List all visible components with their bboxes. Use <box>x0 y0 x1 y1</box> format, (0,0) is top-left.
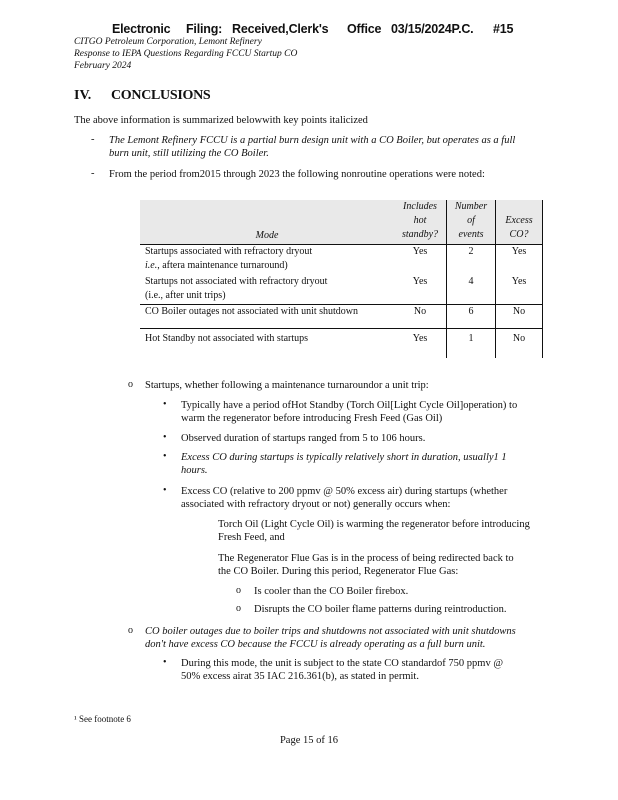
stamp-office: Office <box>347 22 382 36</box>
condition-1-line-2: Fresh Feed, and <box>218 532 285 543</box>
circle-bullet-icon: o <box>128 625 133 636</box>
header-date: February 2024 <box>74 61 132 71</box>
table-cell: 4 <box>468 276 474 287</box>
table-header-number: Number of events <box>454 201 488 240</box>
table-rule <box>140 328 542 329</box>
dash-item-1-line-1: The Lemont Refinery FCCU is a partial burn design unit with a CO Boiler, but operates as a full <box>109 135 516 146</box>
startup-point-4-line-2: associated with refractory dryout or not) generally occurs when: <box>181 499 451 510</box>
dot-bullet-icon: • <box>163 451 167 462</box>
circle-bullet-icon: o <box>128 379 133 390</box>
table-cell: No <box>512 306 526 317</box>
startup-point-4-line-1: Excess CO (relative to 200 ppmv @ 50% excess air) during startups (whether <box>181 486 508 497</box>
stamp-date: 03/15/2024P.C. <box>391 22 474 36</box>
flue-gas-point-2: Disrupts the CO boiler flame patterns during reintroduction. <box>254 604 507 615</box>
table-row: Startups not associated with refractory dryout (i.e., after unit trips) <box>145 276 328 301</box>
table-cell: Yes <box>412 333 428 344</box>
footnote: ¹ See footnote 6 <box>74 714 131 724</box>
section-number: IV. <box>74 88 92 103</box>
condition-2-line-1: The Regenerator Flue Gas is in the process of being redirected back to <box>218 553 514 564</box>
dash-item-1-line-2: burn unit, still utilizing the CO Boiler. <box>109 148 269 159</box>
startup-point-1-line-1: Typically have a period ofHot Standby (Torch Oil[Light Cycle Oil]operation) to <box>181 400 518 411</box>
table-cell: 2 <box>468 246 474 257</box>
startup-point-1-line-2: warm the regenerator before introducing Fresh Feed (Gas Oil) <box>181 413 443 424</box>
dot-bullet-icon: • <box>163 485 167 496</box>
condition-1-line-1: Torch Oil (Light Cycle Oil) is warming the regenerator before introducing <box>218 519 530 530</box>
table-rule <box>542 200 543 358</box>
dash-marker: - <box>91 134 95 145</box>
bullet-outages-line-1: CO boiler outages due to boiler trips and shutdowns not associated with unit shutdowns <box>145 626 516 637</box>
flue-gas-point-1: Is cooler than the CO Boiler firebox. <box>254 586 409 597</box>
circle-bullet-icon: o <box>236 585 241 596</box>
stamp-filing: Filing: <box>186 22 223 36</box>
bullet-outages-line-2: don't have excess CO because the FCCU is already operating as a full burn unit. <box>145 639 486 650</box>
dot-bullet-icon: • <box>163 657 167 668</box>
dot-bullet-icon: • <box>163 432 167 443</box>
section-title: CONCLUSIONS <box>111 88 211 103</box>
stamp-number: #15 <box>493 22 514 36</box>
dash-item-2-line-1: From the period from2015 through 2023 the following nonroutine operations were noted: <box>109 169 485 180</box>
intro-text: The above information is summarized belowwith key points italicized <box>74 115 368 126</box>
outage-point-line-2: 50% excess airat 35 IAC 216.361(b), as stated in permit. <box>181 671 419 682</box>
stamp-received: Received,Clerk's <box>232 22 329 36</box>
startup-point-3-line-1: Excess CO during startups is typically relatively short in duration, usually1 1 <box>181 452 507 463</box>
table-header-includes: Includes hot standby? <box>401 201 439 240</box>
table-cell: Yes <box>412 246 428 257</box>
circle-bullet-icon: o <box>236 603 241 614</box>
startup-point-2: Observed duration of startups ranged from 5 to 106 hours. <box>181 433 426 444</box>
header-company: CITGO Petroleum Corporation, Lemont Refinery <box>74 37 262 47</box>
table-cell: No <box>512 333 526 344</box>
table-row: Startups associated with refractory dryout i.e., aftera maintenance turnaround) <box>145 246 313 271</box>
dash-marker: - <box>91 168 95 179</box>
page-number: Page 15 of 16 <box>279 735 339 746</box>
table-cell: Yes <box>511 246 527 257</box>
startup-point-3-line-2: hours. <box>181 465 208 476</box>
table-row: Hot Standby not associated with startups <box>145 333 309 344</box>
stamp-electronic: Electronic <box>112 22 171 36</box>
header-subject: Response to IEPA Questions Regarding FCCU Startup CO <box>74 49 298 59</box>
dot-bullet-icon: • <box>163 399 167 410</box>
table-cell: 1 <box>468 333 474 344</box>
table-cell: Yes <box>412 276 428 287</box>
bullet-startups: Startups, whether following a maintenance turnaroundor a unit trip: <box>145 380 429 391</box>
table-cell: Yes <box>511 276 527 287</box>
outage-point-line-1: During this mode, the unit is subject to the state CO standardof 750 ppmv @ <box>181 658 504 669</box>
table-row: CO Boiler outages not associated with unit shutdown <box>145 306 359 317</box>
table-header-excess: Excess CO? <box>505 215 533 240</box>
table-cell: No <box>413 306 427 317</box>
condition-2-line-2: the CO Boiler. During this period, Regenerator Flue Gas: <box>218 566 459 577</box>
table-cell: 6 <box>468 306 474 317</box>
table-header-mode: Mode <box>255 230 279 241</box>
